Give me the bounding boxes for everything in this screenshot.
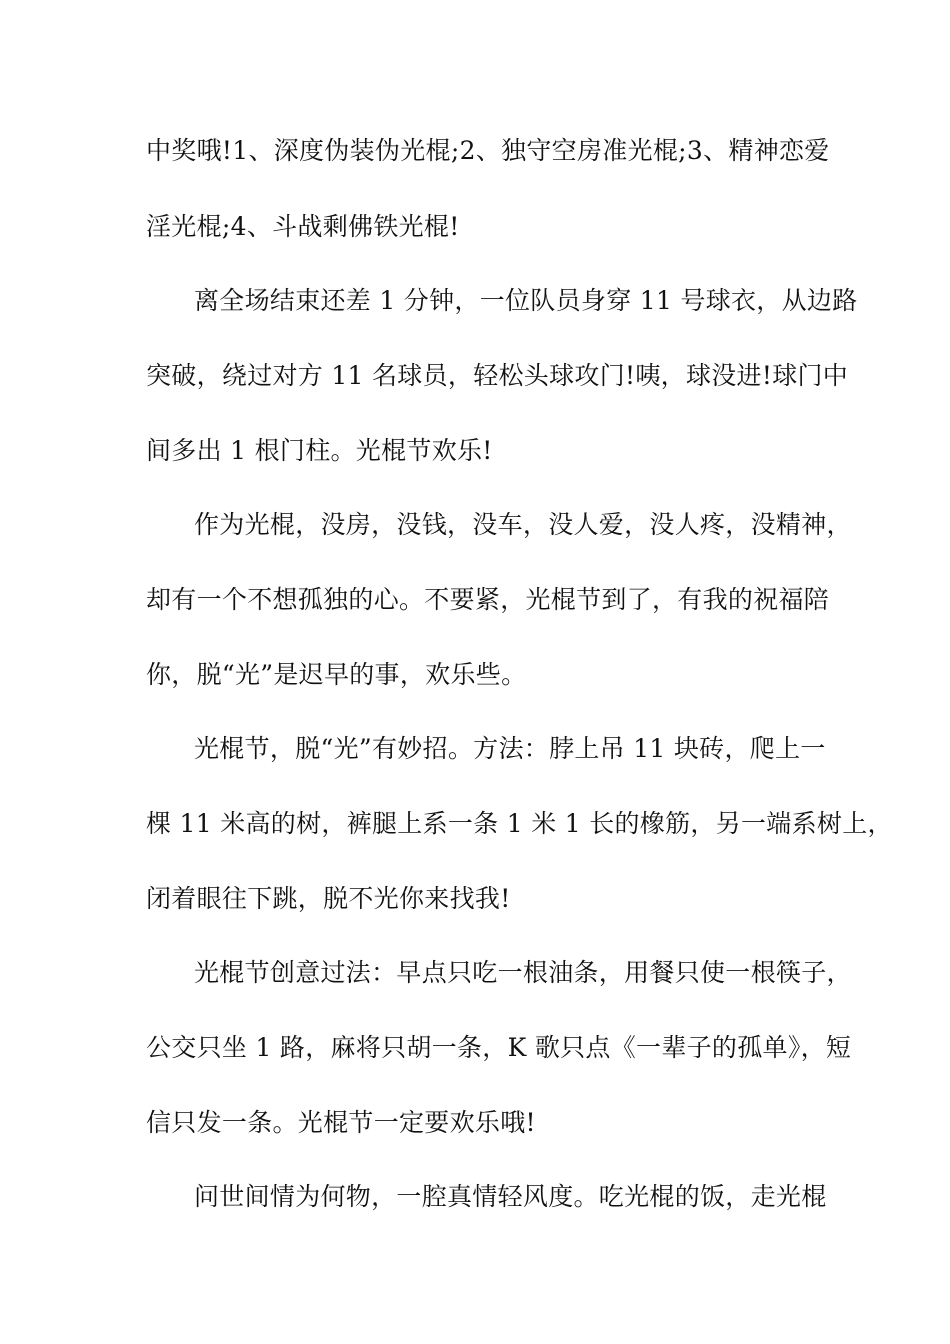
paragraph-line: 却有一个不想孤独的心。不要紧，光棍节到了，有我的祝福陪	[146, 585, 830, 614]
paragraph-first-line: 作为光棍，没房，没钱，没车，没人爱，没人疼，没精神，	[194, 510, 852, 539]
paragraph-line: 间多出 1 根门柱。光棍节欢乐!	[146, 436, 493, 465]
paragraph-line: 棵 11 米高的树，裤腿上系一条 1 米 1 长的橡筋，另一端系树上，	[146, 809, 893, 838]
paragraph-first-line: 光棍节，脱“光”有妙招。方法：脖上吊 11 块砖，爬上一	[194, 734, 826, 763]
paragraph-line: 公交只坐 1 路，麻将只胡一条，K 歌只点《一辈子的孤单》，短	[146, 1033, 852, 1062]
paragraph-line: 闭着眼往下跳，脱不光你来找我!	[146, 884, 511, 913]
paragraph-first-line: 问世间情为何物，一腔真情轻风度。吃光棍的饭，走光棍	[194, 1182, 827, 1211]
paragraph-first-line: 光棍节创意过法：早点只吃一根油条，用餐只使一根筷子，	[194, 958, 852, 987]
paragraph-line: 淫光棍;4、斗战剩佛铁光棍!	[146, 212, 460, 241]
paragraph-first-line: 离全场结束还差 1 分钟，一位队员身穿 11 号球衣，从边路	[194, 286, 858, 315]
paragraph-line: 突破，绕过对方 11 名球员，轻松头球攻门!咦，球没进!球门中	[146, 361, 849, 390]
paragraph-line: 中奖哦!1、深度伪装伪光棍;2、独守空房准光棍;3、精神恋爱	[146, 136, 830, 165]
paragraph-line: 你，脱“光”是迟早的事，欢乐些。	[146, 660, 527, 689]
paragraph-line: 信只发一条。光棍节一定要欢乐哦!	[146, 1108, 536, 1137]
